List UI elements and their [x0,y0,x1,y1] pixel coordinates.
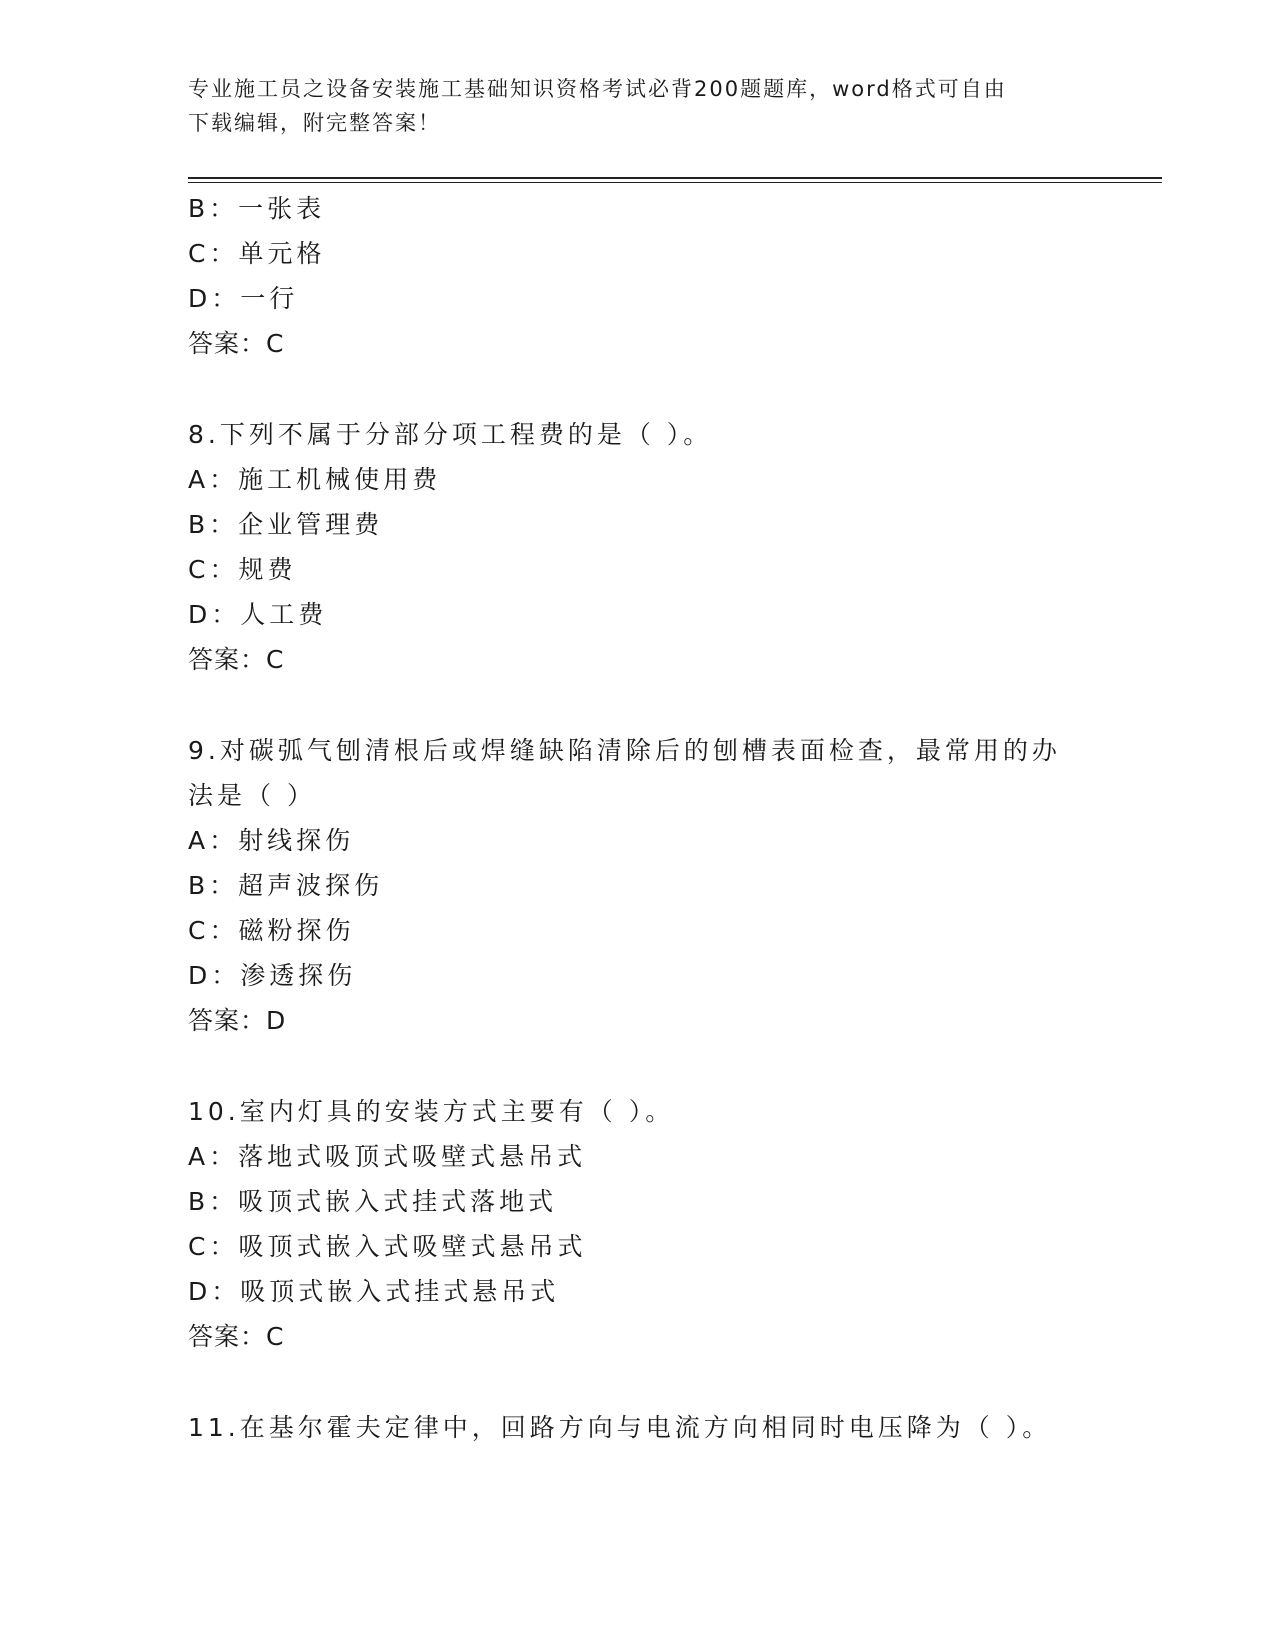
option-b: B：超声波探伤 [188,871,384,900]
question-stem: 10.室内灯具的安装方式主要有（ ）。 [188,1097,675,1126]
option-d: D：吸顶式嵌入式挂式悬吊式 [188,1277,560,1306]
question-stem: 9.对碳弧气刨清根后或焊缝缺陷清除后的刨槽表面检查，最常用的办 [188,736,1061,765]
question-stem: 11.在基尔霍夫定律中，回路方向与电流方向相同时电压降为（ ）。 [188,1413,1052,1442]
option-a: A：落地式吸顶式吸壁式悬吊式 [188,1142,587,1171]
option-c: C：吸顶式嵌入式吸壁式悬吊式 [188,1232,587,1261]
option-b: B：吸顶式嵌入式挂式落地式 [188,1187,558,1216]
option-a: A：射线探伤 [188,826,355,855]
option-b: B：一张表 [188,194,326,223]
header-line-1: 专业施工员之设备安装施工基础知识资格考试必背200题题库，word格式可自由 [188,77,1007,101]
header-rule-thick [188,177,1162,179]
header-rule-thin [188,182,1162,183]
option-b: B：企业管理费 [188,510,384,539]
option-c: C：规费 [188,555,297,584]
option-a: A：施工机械使用费 [188,465,442,494]
answer: 答案：D [188,1006,287,1035]
option-c: C：单元格 [188,239,326,268]
answer: 答案：C [188,645,285,674]
option-c: C：磁粉探伤 [188,916,355,945]
question-stem-continued: 法是（ ） [188,781,316,810]
option-d: D：人工费 [188,600,328,629]
question-stem: 8.下列不属于分部分项工程费的是（ ）。 [188,420,713,449]
option-d: D：渗透探伤 [188,961,357,990]
option-d: D：一行 [188,284,299,313]
header-line-2: 下载编辑，附完整答案！ [188,111,441,135]
answer: 答案：C [188,1322,285,1351]
answer: 答案：C [188,329,285,358]
document-header [188,72,1088,140]
